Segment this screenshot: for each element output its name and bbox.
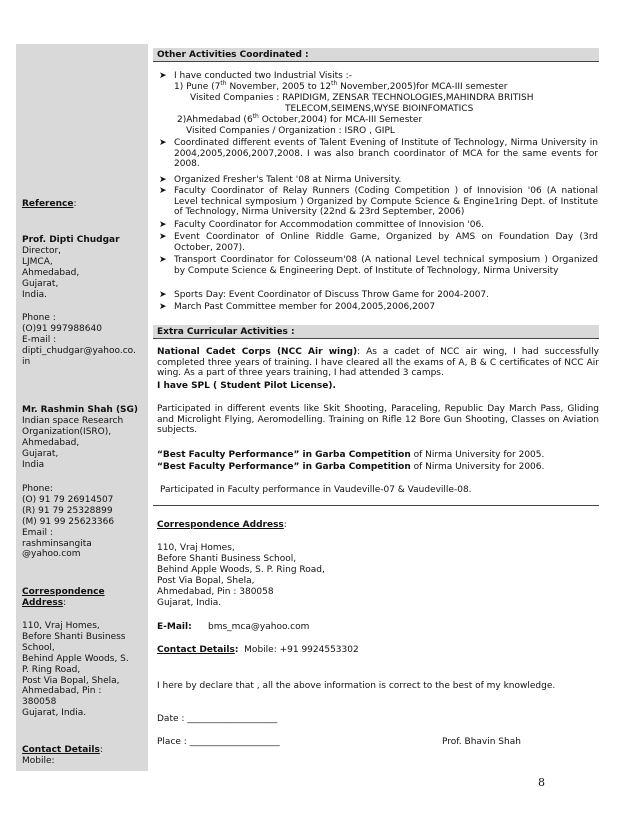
section-divider	[153, 505, 599, 506]
address-line: Gujarat, India.	[157, 598, 222, 608]
garba-2005-line: “Best Faculty Performance” in Garba Competition of Nirma University for 2005.	[157, 450, 545, 460]
other-activities-header: Other Activities Coordinated :	[153, 48, 599, 62]
bullet-icon: ➤	[159, 186, 167, 196]
declaration-text: I here by declare that , all the above information is correct to the best of my knowledge.	[157, 681, 556, 691]
page-number: 8	[538, 776, 545, 789]
activity-item: Sports Day: Event Coordinator of Discuss Throw Game for 2004-2007.	[174, 290, 490, 300]
activity-item: Event Coordinator of Online Riddle Game, Organized by AMS on Foundation Day (3rd October, 2007).	[174, 232, 598, 253]
activity-item: Coordinated different events of Talent Evening of Institute of Technology, Nirma University in 2004,2005,2006,2007,2008. I was also branch coordinator of MCA for the same events for 2008.	[174, 138, 598, 170]
sidebar-correspondence-heading: Correspondence Address:	[22, 587, 105, 608]
pune-companies-line: Visited Companies : RAPIDIGM, ZENSAR TECHNOLOGIES,MAHINDRA BRITISH	[190, 93, 534, 103]
ahmedabad-companies-line: Visited Companies / Organization : ISRO , GIPL	[186, 126, 395, 136]
bullet-icon: ➤	[159, 175, 167, 185]
email-address: bms_mca@yahoo.com	[208, 622, 310, 632]
ref1-details: Director, LJMCA, Ahmedabad, Gujarat, India.	[22, 246, 80, 300]
industrial-visits-line: I have conducted two Industrial Visits :-	[174, 71, 352, 81]
activity-item: Faculty Coordinator for Accommodation committee of Innovision '06.	[174, 220, 485, 230]
ref2-name: Mr. Rashmin Shah (SG)	[22, 405, 139, 415]
email-label: E-Mail:	[157, 622, 192, 632]
pune-visit-line: 1) Pune (7th November, 2005 to 12th November,2005)for MCA-III semester	[174, 80, 508, 92]
bullet-icon: ➤	[159, 220, 167, 230]
vaudeville-line: Participated in Faculty performance in Vaudeville-07 & Vaudeville-08.	[160, 485, 472, 495]
address-line: Ahmedabad, Pin : 380058	[157, 587, 274, 597]
ref2-details: Indian space Research Organization(ISRO), Ahmedabad, Gujarat, India	[22, 416, 124, 470]
bullet-icon: ➤	[159, 302, 167, 312]
ref1-contact: Phone : (O)91 997988640 E-mail : dipti_chudgar@yahoo.co. in	[22, 313, 136, 367]
correspondence-heading: Correspondence Address:	[157, 520, 287, 530]
address-line: Post Via Bopal, Shela,	[157, 576, 255, 586]
pune-companies-line2: TELECOM,SEIMENS,WYSE BIOINFOMATICS	[285, 104, 474, 114]
address-line: 110, Vraj Homes,	[157, 543, 235, 553]
sidebar-correspondence-address: 110, Vraj Homes, Before Shanti Business School, Behind Apple Woods, S. P. Ring Road, Post Via Bopal, Shela, Ahmedabad, Pin : 380058 Gujarat, India.	[22, 621, 129, 719]
reference-heading: Reference:	[22, 199, 77, 209]
activity-item: March Past Committee member for 2004,2005,2006,2007	[174, 302, 436, 312]
address-line: Before Shanti Business School,	[157, 554, 297, 564]
bullet-icon: ➤	[159, 290, 167, 300]
ref1-name: Prof. Dipti Chudgar	[22, 235, 120, 245]
sidebar-mobile-label: Mobile:	[22, 756, 55, 766]
participated-paragraph: Participated in different events like Skit Shooting, Paraceling, Republic Day March Pass, Gliding and Microlight Flying, Aeromodelling. Training on Rifle 12 Bore Gun Shooting, Classes on Aviation subjects.	[157, 404, 599, 436]
activity-item: Faculty Coordinator of Relay Runners (Coding Competition ) of Innovision '06 (A national Level technical symposium ) Organized by Compute Science & Engine1ring Dept. of Institute of Technology, Nirma University (22nd & 23rd September, 2006)	[174, 186, 598, 218]
sidebar-contact-heading: Contact Details:	[22, 745, 103, 755]
contact-details-line: Contact Details: Mobile: +91 9924553302	[157, 645, 359, 655]
bullet-icon: ➤	[159, 138, 167, 148]
garba-2006-line: “Best Faculty Performance” in Garba Competition of Nirma University for 2006.	[157, 462, 545, 472]
spl-line: I have SPL ( Student Pilot License).	[157, 381, 336, 391]
address-line: Behind Apple Woods, S. P. Ring Road,	[157, 565, 325, 575]
activity-item: Organized Fresher's Talent '08 at Nirma University.	[174, 175, 402, 185]
ahmedabad-visit-line: 2)Ahmedabad (6th October,2004) for MCA-III Semester	[177, 113, 423, 125]
extra-curricular-header: Extra Curricular Activities :	[153, 325, 599, 339]
activity-item: Transport Coordinator for Colosseum'08 (A national Level technical symposium ) Organized by Compute Science & Engineering Dept. of Institute of Technology, Nirma University	[174, 255, 598, 276]
bullet-icon: ➤	[159, 232, 167, 242]
date-line: Date : ____________________	[157, 714, 278, 724]
ncc-paragraph: National Cadet Corps (NCC Air wing): As a cadet of NCC air wing, I had successfully completed three years of training. I have cleared all the exams of A, B & C certificates of NCC Air wing. As a part of three years training, I had attended 3 camps.	[157, 347, 599, 379]
place-line: Place : ____________________	[157, 737, 280, 747]
signature-name: Prof. Bhavin Shah	[442, 737, 521, 747]
ref2-contact: Phone: (O) 91 79 26914507 (R) 91 79 25328899 (M) 91 99 25623366 Email : rashminsangita @yahoo.com	[22, 484, 115, 560]
bullet-icon: ➤	[159, 255, 167, 265]
bullet-icon: ➤	[159, 71, 167, 81]
